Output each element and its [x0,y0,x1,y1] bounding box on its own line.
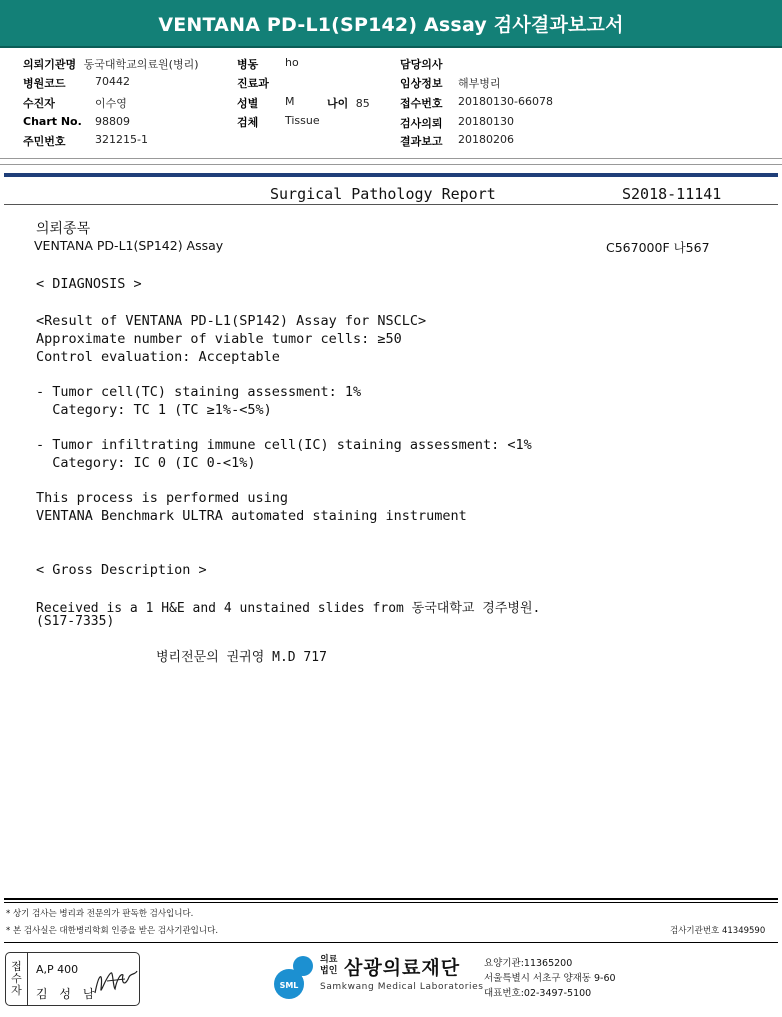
stamp-char: 자 [11,984,22,997]
divider [4,902,778,903]
receiver-stamp [5,952,140,1006]
process-line: VENTANA Benchmark ULTRA automated staining instrument [36,508,467,524]
order-code: C567000F 나567 [606,240,710,255]
stamp-code: A,P 400 [36,963,79,976]
info-label: 나이 [327,97,349,110]
info-label: 임상정보 [400,77,443,90]
footnote: * 상기 검사는 병리과 전문의가 판독한 검사입니다. [6,909,194,919]
info-label: 성별 [237,97,259,110]
divider [4,898,778,900]
divider [0,158,782,159]
info-attending-doctor [400,56,443,72]
info-value: 이수영 [95,97,127,110]
info-label: 담당의사 [400,58,443,71]
info-label: 진료과 [237,77,269,90]
info-value: 20180130 [458,115,514,128]
info-label: 주민번호 [23,135,66,148]
divider [0,164,782,165]
info-value: 20180130-66078 [458,95,553,108]
pathologist-signature-line: 병리전문의 권귀영 M.D 717 [156,650,327,665]
info-label: 수진자 [23,97,55,110]
gross-line: Received is a 1 H&E and 4 unstained slides from 동국대학교 경주병원. [36,601,541,616]
info-value: 98809 [95,115,130,128]
ic-line: Category: IC 0 (IC 0-<1%) [36,455,256,471]
footnote: * 본 검사실은 대한병리학회 인증을 받은 검사기관입니다. [6,926,219,936]
process-line: This process is performed using [36,490,288,506]
institution-number: 검사기관번호 41349590 [670,926,766,936]
stamp-char: 접 [11,960,22,973]
info-value: 70442 [95,75,130,88]
info-label: 결과보고 [400,135,443,148]
org-type-line: 법인 [320,966,338,976]
info-value: 321215-1 [95,133,148,146]
divider [4,204,778,205]
info-patient [23,95,127,111]
info-requesting-org [23,56,198,72]
org-type [320,955,337,977]
org-phone: 대표번호:02-3497-5100 [484,988,592,999]
divider [4,942,778,943]
info-chart-no [23,115,130,128]
result-line: Control evaluation: Acceptable [36,349,280,365]
order-label: 의뢰종목 [36,221,91,237]
info-department [237,75,269,91]
result-line: <Result of VENTANA PD-L1(SP142) Assay for NSCLC> [36,313,427,329]
info-label: 병동 [237,58,259,71]
signature-scribble [91,967,140,999]
org-code: 요양기관:11365200 [484,958,573,969]
info-hospital-code [23,75,130,91]
result-line: Approximate number of viable tumor cells: ≥50 [36,331,402,347]
divider-blue [4,173,778,177]
report-number: S2018-11141 [622,185,722,203]
info-resident-no [23,133,148,149]
info-request-date [400,115,514,131]
info-value: 85 [355,97,370,110]
stamp-name: 김 성 남 [36,987,99,1001]
diagnosis-header: < DIAGNOSIS > [36,276,142,292]
info-value: 20180206 [458,133,514,146]
info-sex [237,95,295,111]
info-label: 검사의뢰 [400,117,443,130]
logo-badge-text: SML [279,981,299,990]
info-label: 접수번호 [400,97,443,110]
report-title-banner [0,0,782,48]
info-ward [237,56,299,72]
org-address: 서울특별시 서초구 양재동 9-60 [484,973,616,984]
stamp-label [6,953,28,1005]
report-title: VENTANA PD-L1(SP142) Assay 검사결과보고서 [158,13,624,36]
info-label: 병원코드 [23,77,66,90]
info-clinical-info [400,75,501,91]
sml-logo [272,952,322,1002]
info-value: 해부병리 [458,77,501,90]
info-value: ho [285,56,299,69]
info-label: 검체 [237,116,259,129]
ic-line: - Tumor infiltrating immune cell(IC) staining assessment: <1% [36,437,532,453]
report-heading: Surgical Pathology Report [270,185,496,203]
info-receipt-no [400,95,553,111]
gross-header: < Gross Description > [36,562,207,578]
info-value: Tissue [285,114,320,127]
gross-line: (S17-7335) [36,614,115,629]
tc-line: Category: TC 1 (TC ≥1%-<5%) [36,402,272,418]
order-item: VENTANA PD-L1(SP142) Assay [34,238,224,253]
info-label: Chart No. [23,115,82,128]
info-specimen [237,114,320,130]
info-value: M [285,95,295,108]
stamp-char: 수 [11,972,22,985]
info-label: 의뢰기관명 [23,58,77,71]
org-english-name: Samkwang Medical Laboratories [320,982,484,992]
info-age [327,95,370,111]
org-type-line: 의료 [320,955,338,965]
info-report-date [400,133,514,149]
info-value: 동국대학교의료원(병리) [83,58,199,71]
tc-line: - Tumor cell(TC) staining assessment: 1% [36,384,362,400]
org-name: 삼광의료재단 [344,957,461,979]
